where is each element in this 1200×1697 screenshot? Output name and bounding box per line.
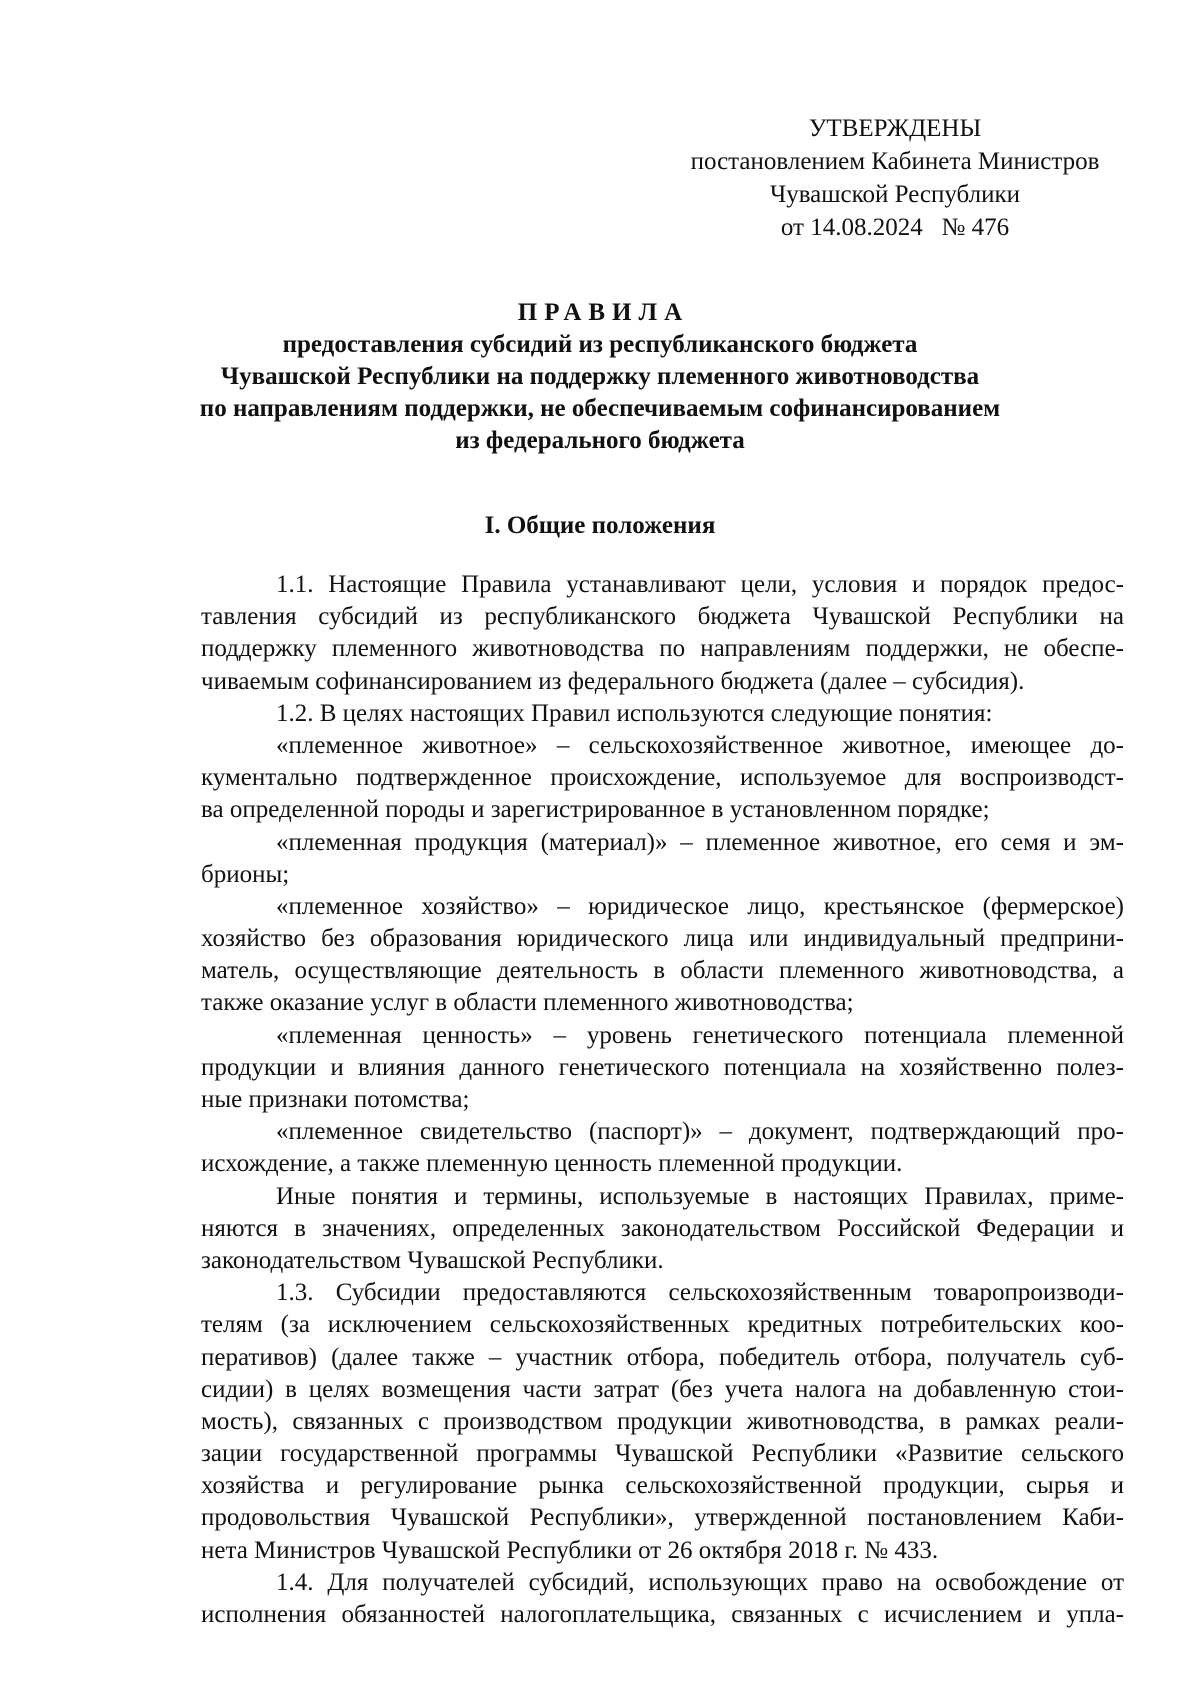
text-line: «племенное свидетельство (паспорт)» – документ, подтверждающий про- <box>276 1118 1124 1146</box>
document-title <box>150 297 1050 457</box>
text-line: поддержку племенного животноводства по направлениям поддержки, не обеспе- <box>201 635 1124 663</box>
text-line: няются в значениях, определенных законодательством Российской Федерации и <box>201 1214 1124 1242</box>
text-line: матель, осуществляющие деятельность в области племенного животноводства, а <box>201 957 1124 985</box>
text-line: хозяйства и регулирование рынка сельскохозяйственной продукции, сырья и <box>201 1472 1124 1500</box>
text-line: исхождение, а также племенную ценность племенной продукции. <box>201 1150 903 1178</box>
text-line: «племенная продукция (материал)» – племенное животное, его семя и эм- <box>276 828 1124 856</box>
text-line: продукции и влияния данного генетического потенциала на хозяйственно полез- <box>201 1053 1124 1081</box>
text-line: 1.4. Для получателей субсидий, использующих право на освобождение от <box>276 1568 1124 1596</box>
text-line: 1.1. Настоящие Правила устанавливают цели, условия и порядок предос- <box>276 571 1124 598</box>
approval-issuer: постановлением Кабинета Министров <box>690 148 1100 175</box>
text-line: 1.3. Субсидии предоставляются сельскохозяйственным товаропроизводи- <box>276 1279 1124 1307</box>
approval-stamp <box>660 112 1130 244</box>
text-line: хозяйство без образования юридического лица или индивидуальный предприни- <box>201 925 1124 953</box>
title-line: Чувашской Республики на поддержку племенного животноводства <box>220 363 980 390</box>
text-line: Иные понятия и термины, используемые в настоящих Правилах, приме- <box>276 1182 1124 1210</box>
text-line: 1.2. В целях настоящих Правил используются следующие понятия: <box>276 699 993 727</box>
text-line: также оказание услуг в области племенного животноводства; <box>201 989 854 1017</box>
section-heading: I. Общие положения <box>484 512 716 539</box>
title-main: ПРАВИЛА <box>517 299 690 326</box>
approval-date-number: от 14.08.2024 № 476 <box>780 214 1010 241</box>
approval-heading: УТВЕРЖДЕНЫ <box>808 115 982 142</box>
text-line: телям (за исключением сельскохозяйственных кредитных потребительских коо- <box>201 1311 1124 1339</box>
text-line: «племенное животное» – сельскохозяйственное животное, имеющее до- <box>276 731 1124 759</box>
text-line: нета Министров Чувашской Республики от 26 октября 2018 г. № 433. <box>201 1536 939 1564</box>
title-line: предоставления субсидий из республиканского бюджета <box>282 331 918 358</box>
text-line: сидии) в целях возмещения части затрат (без учета налога на добавленную стои- <box>201 1375 1124 1403</box>
body-text <box>201 569 1124 1631</box>
text-line: законодательством Чувашской Республики. <box>201 1246 664 1274</box>
text-line: чиваемым софинансированием из федерального бюджета (далее – субсидия). <box>201 667 1025 695</box>
text-line: брионы; <box>201 860 290 888</box>
text-line: тавления субсидий из республиканского бюджета Чувашской Республики на <box>201 603 1124 631</box>
text-line: «племенная ценность» – уровень генетического потенциала племенной <box>276 1021 1124 1049</box>
text-line: ные признаки потомства; <box>201 1086 470 1113</box>
title-line: по направлениям поддержки, не обеспечиваемым софинансированием <box>199 395 1001 422</box>
text-line: «племенное хозяйство» – юридическое лицо, крестьянское (фермерское) <box>276 892 1124 920</box>
title-line: из федерального бюджета <box>455 427 745 454</box>
approval-region: Чувашской Республики <box>769 181 1021 208</box>
text-line: исполнения обязанностей налогоплательщика, связанных с исчислением и упла- <box>201 1601 1124 1628</box>
text-line: ва определенной породы и зарегистрированное в установленном порядке; <box>201 796 990 824</box>
text-line: мость), связанных с производством продукции животноводства, в рамках реали- <box>201 1407 1124 1435</box>
text-line: перативов) (далее также – участник отбора, победитель отбора, получатель суб- <box>201 1343 1124 1371</box>
text-line: зации государственной программы Чувашской Республики «Развитие сельского <box>201 1440 1124 1468</box>
text-line: продовольствия Чувашской Республики», утвержденной постановлением Каби- <box>201 1504 1124 1532</box>
text-line: кументально подтвержденное происхождение, используемое для воспроизводст- <box>201 764 1124 792</box>
